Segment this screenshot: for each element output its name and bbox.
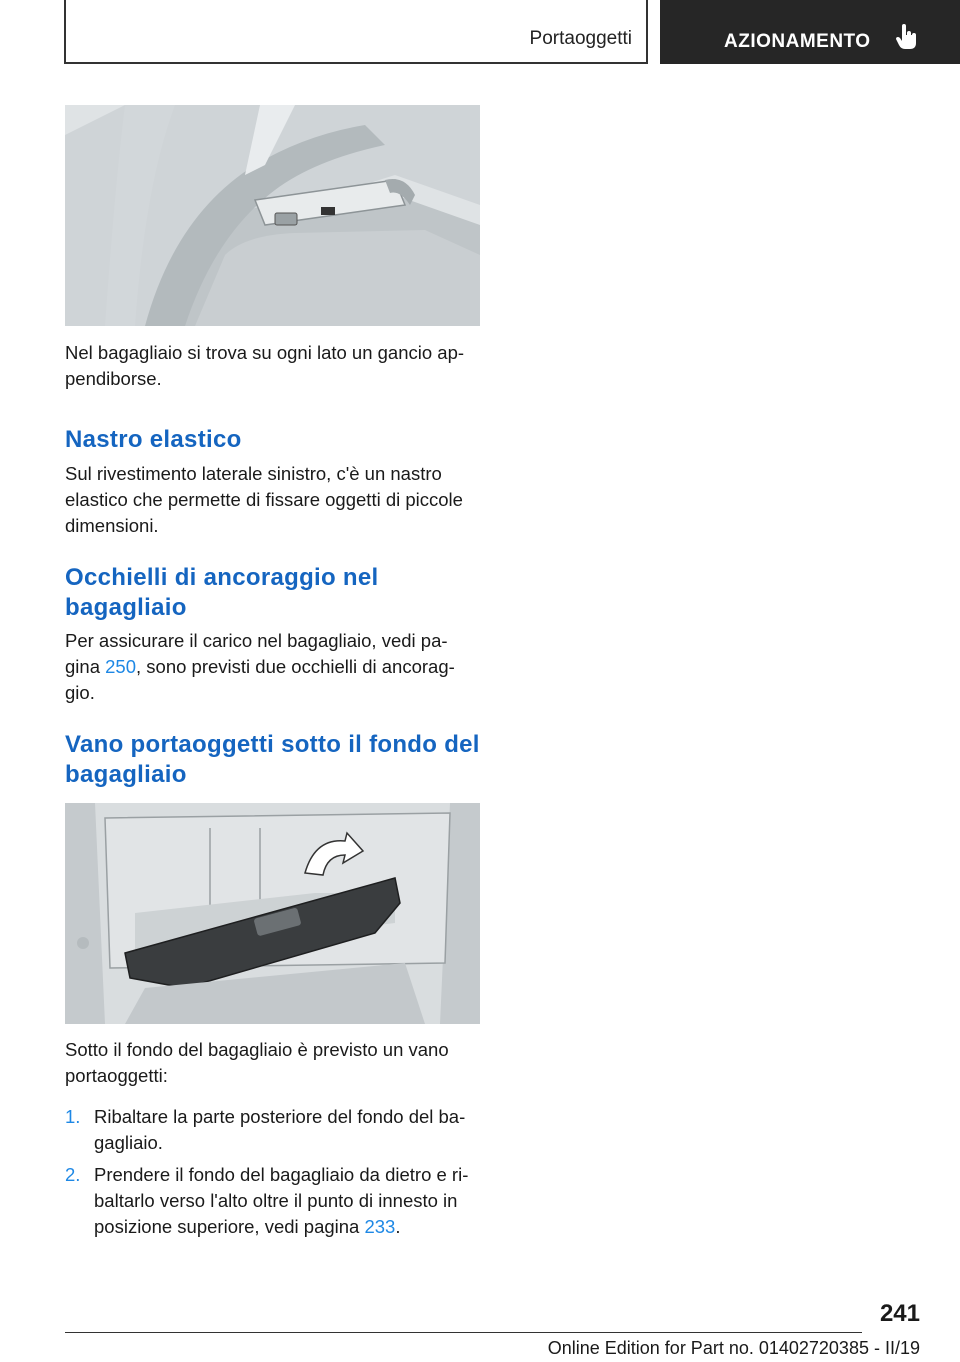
- page-link-250[interactable]: 250: [105, 656, 136, 677]
- paragraph-anchor-eyes: Per assicurare il carico nel bagagliaio, vedi pa- gina 250, sono previsti due occhielli di ancorag- gio.: [65, 630, 455, 703]
- heading-nastro-elastico: Nastro elastico: [65, 426, 242, 453]
- trunk-floor-compartment-figure: [65, 803, 480, 1024]
- paragraph-storage-intro: Sotto il fondo del bagagliaio è previsto un vano portaoggetti:: [65, 1039, 449, 1086]
- page-number: 241: [879, 1300, 920, 1327]
- paragraph-bag-hook: Nel bagagliaio si trova su ogni lato un gancio ap- pendiborse.: [65, 342, 465, 389]
- list-item-step-1: 1. Ribaltare la parte posteriore del fondo del ba- gagliaio.: [65, 1106, 466, 1153]
- pointing-hand-icon: [896, 24, 918, 55]
- page-link-233[interactable]: 233: [364, 1216, 396, 1237]
- heading-occhielli-ancoraggio: Occhielli di ancoraggio nel bagagliaio: [65, 564, 379, 621]
- chapter-title: AZIONAMENTO: [724, 31, 871, 52]
- header-chapter-box: [660, 0, 960, 64]
- footer-edition: Online Edition for Part no. 01402720385 - II/19: [547, 1338, 920, 1358]
- heading-vano-portaoggetti: Vano portaoggetti sotto il fondo del bagagliaio: [65, 731, 480, 788]
- list-item-step-2: 2. Prendere il fondo del bagagliaio da dietro e ri- baltarlo verso l'alto oltre il punto di innesto in posizione superiore, vedi pagina 233.: [65, 1164, 469, 1237]
- trunk-bag-hook-figure: [65, 105, 480, 326]
- footer-divider: [65, 1332, 862, 1333]
- header-section-box: [64, 0, 648, 64]
- paragraph-elastic-strap: Sul rivestimento laterale sinistro, c'è un nastro elastico che permette di fissare oggetti di piccole dimensioni.: [65, 463, 463, 536]
- section-title: Portaoggetti: [529, 28, 632, 49]
